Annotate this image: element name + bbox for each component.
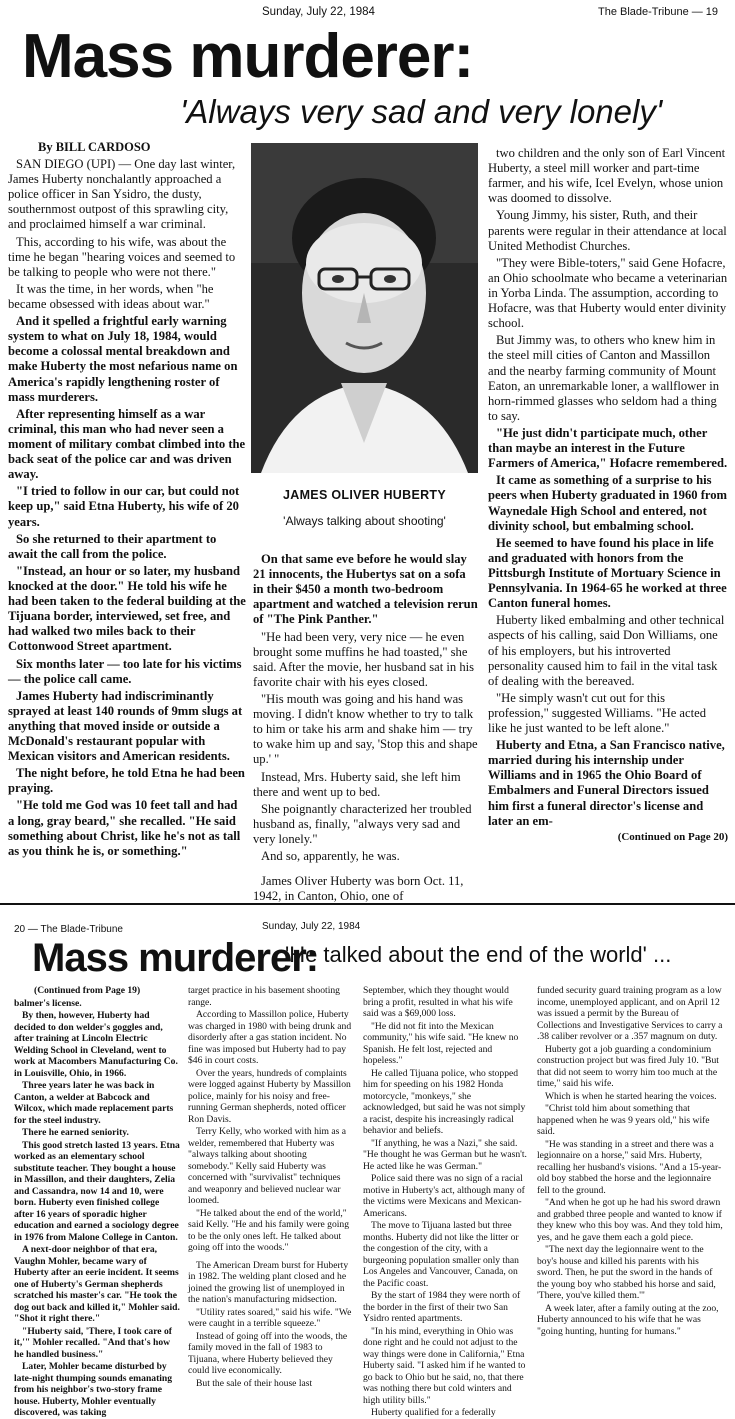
paragraph: Terry Kelly, who worked with him as a welder, remembered that Huberty was "always talking about shooting somebody." Kelly said Huberty was concerned with "survivalist" techniques and weaponry and believed nuclear war loomed. xyxy=(188,1126,347,1206)
paragraph: SAN DIEGO (UPI) — One day last winter, James Huberty nonchalantly approached a police officer in San Ysidro, the dusty, southernmost outpost of this sprawling city, and proclaimed himself a war criminal. xyxy=(8,157,236,232)
paragraph: Over the years, hundreds of complaints were logged against Huberty by Massillon police, mainly for his noisy and free-running German shepherds, noted officer Ron Davis. xyxy=(188,1067,351,1125)
paragraph: funded security guard training program as a low income, unemployed applicant, and on April 12 was issued a permit by the Bureau of Collections and Investigative Services to carry a .38 caliber revolver or a .357 magnum on duty. xyxy=(537,985,723,1042)
paragraph: But the sale of their house last xyxy=(196,1377,313,1389)
paragraph: So she returned to their apartment to await the call from the police. xyxy=(8,531,217,561)
paragraph: "In his mind, everything in Ohio was done right and he could not adjust to the way things were done in California," Etna Huberty said. "I asked him if he wanted to go back to Ohio but he said, no, that there was nothing there but cold winters and high utility bills." xyxy=(363,1325,526,1406)
paragraph: Huberty and Etna, a San Francisco native, married during his internship under Williams and in 1965 the Ohio Board of Embalmers and Funeral Directors issued him first a funeral director's license and later an em- xyxy=(488,738,725,828)
continued-from-notice: (Continued from Page 19) xyxy=(34,985,141,996)
bottom-article-col-4 xyxy=(537,985,725,1410)
paragraph: James Oliver Huberty was born Oct. 11, 1942, in Canton, Ohio, one of xyxy=(253,874,464,904)
paragraph: "I tried to follow in our car, but could not keep up," said Etna Huberty, his wife of 20 years. xyxy=(8,484,240,529)
top-article-col-3 xyxy=(488,146,728,894)
paragraph: "He simply wasn't cut out for this profession," suggested Williams. "He acted like he just wanted to be left alone." xyxy=(488,690,706,736)
top-article-col-1 xyxy=(8,140,246,892)
paragraph: "Huberty said, 'There, I took care of it,'" Mohler recalled. "And that's how he handled business." xyxy=(14,1325,172,1360)
paragraph: James Huberty had indiscriminantly sprayed at least 140 rounds of 9mm slugs at anything that moved inside or outside a McDonald's restaurant popular with Mexican visitors and American residents. xyxy=(8,688,243,764)
paragraph: She poignantly characterized her troubled husband as, finally, "always very sad and very lonely." xyxy=(253,801,472,846)
portrait-image xyxy=(251,143,478,473)
bottom-article-col-1 xyxy=(14,985,180,1418)
paragraph: target practice in his basement shooting range. xyxy=(188,985,340,1008)
paragraph: "He told me God was 10 feet tall and had a long, gray beard," she recalled. "He said something about Christ, like he's not as tall as you think he is, or something." xyxy=(8,798,241,858)
paragraph: It was the time, in her words, when "he became obsessed with ideas about war." xyxy=(8,281,214,311)
paragraph: "He talked about the end of the world," said Kelly. "He and his family were going to be the only ones left. He talked about going off into the woods." xyxy=(188,1207,350,1253)
paragraph: And it spelled a frightful early warning system to what on July 18, 1984, would become a colossal mental breakdown and make Huberty the most nefarious name on America's rapidly lengthening roster of mass murderers. xyxy=(8,314,238,404)
paragraph: Young Jimmy, his sister, Ruth, and their parents were regular in their attendance at local United Methodist Churches. xyxy=(488,208,727,253)
paragraph: According to Massillon police, Huberty was charged in 1980 with being drunk and disorderly after a gas station incident. No fine was imposed but Huberty had to pay $46 in court costs. xyxy=(188,1009,352,1066)
paragraph: two children and the only son of Earl Vincent Huberty, a steel mill worker and part-time farmer, and his wife, Icel Evelyn, whose union was doomed to dissolve. xyxy=(488,146,726,206)
paragraph: "He had been very, very nice — he even brought some muffins he had toasted," she said. After the movie, her husband sat in his favorite chair with his eyes closed. xyxy=(253,629,475,689)
photo-caption-quote: 'Always talking about shooting' xyxy=(283,514,446,528)
paragraph: Huberty liked embalming and other technical aspects of his calling, said Don Williams, one of his employers, but his introverted personality caused him to fail in the vital task of dealing with the bereaved. xyxy=(488,613,725,688)
paragraph: "Instead, an hour or so later, my husband knocked at the door." He told his wife he had been taken to the federal building at the Tijuana border, interviewed, set free, and had walked two miles back to their Cottonwood Street apartment. xyxy=(8,563,246,654)
top-deck: 'Always very sad and very lonely' xyxy=(180,93,663,130)
bottom-article-col-2 xyxy=(188,985,354,1410)
paragraph: Huberty qualified for a federally xyxy=(371,1407,496,1418)
paragraph: Which is when he started hearing the voices. xyxy=(545,1090,717,1102)
bottom-headline: Mass murderer: xyxy=(32,936,319,980)
continued-notice: (Continued on Page 20) xyxy=(617,830,728,843)
paragraph: Instead of going off into the woods, the family moved in the fall of 1983 to Tijuana, where Huberty believed they could live economically. xyxy=(188,1330,348,1376)
paragraph: He called Tijuana police, who stopped him for speeding on his 1982 Honda motorcycle, "monkeys," she acknowledged, but said he was not simply a racist, despite his increasingly radical behavior and beliefs. xyxy=(363,1067,526,1136)
photo-caption-name: JAMES OLIVER HUBERTY xyxy=(283,488,446,502)
paragraph: This good stretch lasted 13 years. Etna worked as an elementary school substitute teacher. They bought a house in Massillon, and their daughters, Zelia and Cassandra, now 14 and 10, were born. Huberty even finished college after 16 years of sporadic higher education and earned a sociology degree in 1976 from Malone College in Canton. xyxy=(14,1139,180,1243)
paragraph: The night before, he told Etna he had been praying. xyxy=(8,766,245,796)
paragraph: A next-door neighbor of that era, Vaughn Mohler, became wary of Huberty after an eerie incident. It seems one of Huberty's German shepherds scratched his master's car. "He took the dog out back and killed it," Mohler said. "Shot it right there." xyxy=(14,1244,180,1324)
byline: By BILL CARDOSO xyxy=(38,140,151,154)
paragraph: "He did not fit into the Mexican community," his wife said. "He knew no Spanish. He felt lost, rejected and hopeless." xyxy=(363,1020,519,1066)
paragraph: Later, Mohler became disturbed by late-night thumping sounds emanating from his neighbor's two-story frame house. Huberty, Mohler eventually discovered, was taking xyxy=(14,1361,173,1418)
bottom-deck: 'He talked about the end of the world' ... xyxy=(285,942,672,967)
paragraph: Instead, Mrs. Huberty said, she left him there and went up to bed. xyxy=(253,769,461,799)
paragraph: Three years later he was back in Canton, a welder at Babcock and Wilcox, which made replacement parts for the steel industry. xyxy=(14,1080,174,1126)
paragraph: "He just didn't participate much, other than maybe an interest in the Future Farmers of America," Hofacre remembered. xyxy=(488,425,728,471)
bottom-article-col-3 xyxy=(363,985,529,1418)
paragraph: "If anything, he was a Nazi," she said. "He thought he was German but he wasn't. He acted like he was German." xyxy=(363,1137,527,1172)
paragraph: But Jimmy was, to others who knew him in the steel mill cities of Canton and Massillon and the nearby farming community of Mount Eaton, an unremarkable loner, a wallflower in horn-rimmed glasses who seldom had a thing to say. xyxy=(488,333,719,423)
paragraph: Huberty got a job guarding a condominium construction project but was fired July 10. "But that did not seem to worry him too much at the time," said his wife. xyxy=(537,1043,719,1089)
top-headline: Mass murderer: xyxy=(22,22,474,91)
paragraph: "He was standing in a street and there was a legionnaire on a horse," said Mrs. Huberty, recalling her husband's visions. "And a 15-year-old boy stabbed the horse and the legionnaire fell to the ground. xyxy=(537,1138,722,1196)
top-date-line: Sunday, July 22, 1984 xyxy=(262,6,375,18)
huberty-photo xyxy=(251,143,478,473)
paragraph: He seemed to have found his place in life and graduated with honors from the Pittsburgh Institute of Mortuary Science in Pennsylvania. In 1964-65 he worked at three Canton funeral homes. xyxy=(488,535,727,611)
page-divider xyxy=(0,903,735,905)
top-article-col-2 xyxy=(253,552,479,904)
paragraph: After representing himself as a war criminal, this man who had never seen a moment of military combat climbed into the back seat of the police car and was driven away. xyxy=(8,406,246,482)
paragraph: Six months later — too late for his victims — the police call came. xyxy=(8,656,242,686)
paragraph: And so, apparently, he was. xyxy=(261,849,400,864)
bottom-page-number: 20 — The Blade-Tribune xyxy=(14,924,123,935)
paragraph: Police said there was no sign of a racial motive in Huberty's act, although many of the victims were Mexicans and Mexican-Americans. xyxy=(363,1173,525,1219)
paragraph: "Christ told him about something that happened when he was 9 years old," his wife said. xyxy=(537,1103,710,1137)
paragraph: "Utility rates soared," said his wife. "We were caught in a terrible squeeze." xyxy=(188,1306,352,1329)
paragraph: "His mouth was going and his hand was moving. I didn't know whether to try to talk to him or take his arm and shake him — try to wake him up and say, 'Stop this and shape up.' " xyxy=(253,691,478,767)
paragraph: "They were Bible-toters," said Gene Hofacre, an Ohio schoolmate who became a veterinarian in Yorba Linda. The assumption, according to Hofacre, was that Huberty would enter divinity school. xyxy=(488,255,728,331)
top-page-number: The Blade-Tribune — 19 xyxy=(598,6,719,18)
bottom-date-line: Sunday, July 22, 1984 xyxy=(262,921,361,932)
paragraph: The American Dream burst for Huberty in 1982. The welding plant closed and he joined the growing list of unemployed in the nation's manufacturing midsection. xyxy=(188,1259,349,1305)
paragraph: A week later, after a family outing at the zoo, Huberty announced to his wife that he was "going hunting, hunting for humans." xyxy=(537,1302,719,1337)
paragraph: This, according to his wife, was about the time he began "hearing voices and seemed to be talking to people who were not there." xyxy=(8,234,236,279)
paragraph: "And when he got up he had his sword drawn and grabbed three people and wanted to know if they knew who this boy was. And they told him, yes, and he gave them each a gold piece. xyxy=(537,1197,723,1243)
paragraph: By then, however, Huberty had decided to don welder's goggles and, after training at Lincoln Electric Welding School in Cleveland, went to work at Macombers Manufacturing Co. in Louisville, Ohio, in 1966. xyxy=(14,1010,178,1079)
paragraph: It came as something of a surprise to his peers when Huberty graduated in 1960 from Waynedale High School and entered, not divinity school, but embalming school. xyxy=(488,473,728,533)
paragraph: On that same eve before he would slay 21 innocents, the Hubertys sat on a sofa in their $450 a month two-bedroom apartment and watched a television rerun of "The Pink Panther." xyxy=(253,552,478,627)
paragraph: There he earned seniority. xyxy=(22,1127,129,1138)
paragraph: By the start of 1984 they were north of the border in the first of their two San Ysidro rented apartments. xyxy=(363,1290,521,1324)
paragraph: balmer's license. xyxy=(14,997,82,1009)
paragraph: "The next day the legionnaire went to the boy's house and killed his parents with his sword. Then, he put the sword in the hands of the young boy who stabbed his horse and said, 'There, you've killed them.'" xyxy=(537,1244,716,1301)
paragraph: The move to Tijuana lasted but three months. Huberty did not like the litter or the congestion of the city, with a burgeoning population smaller only than Los Angeles and Vancouver, Canada, on the Pacific coast. xyxy=(363,1220,519,1289)
paragraph: September, which they thought would bring a profit, resulted in what his wife said was a $69,000 loss. xyxy=(363,985,513,1019)
